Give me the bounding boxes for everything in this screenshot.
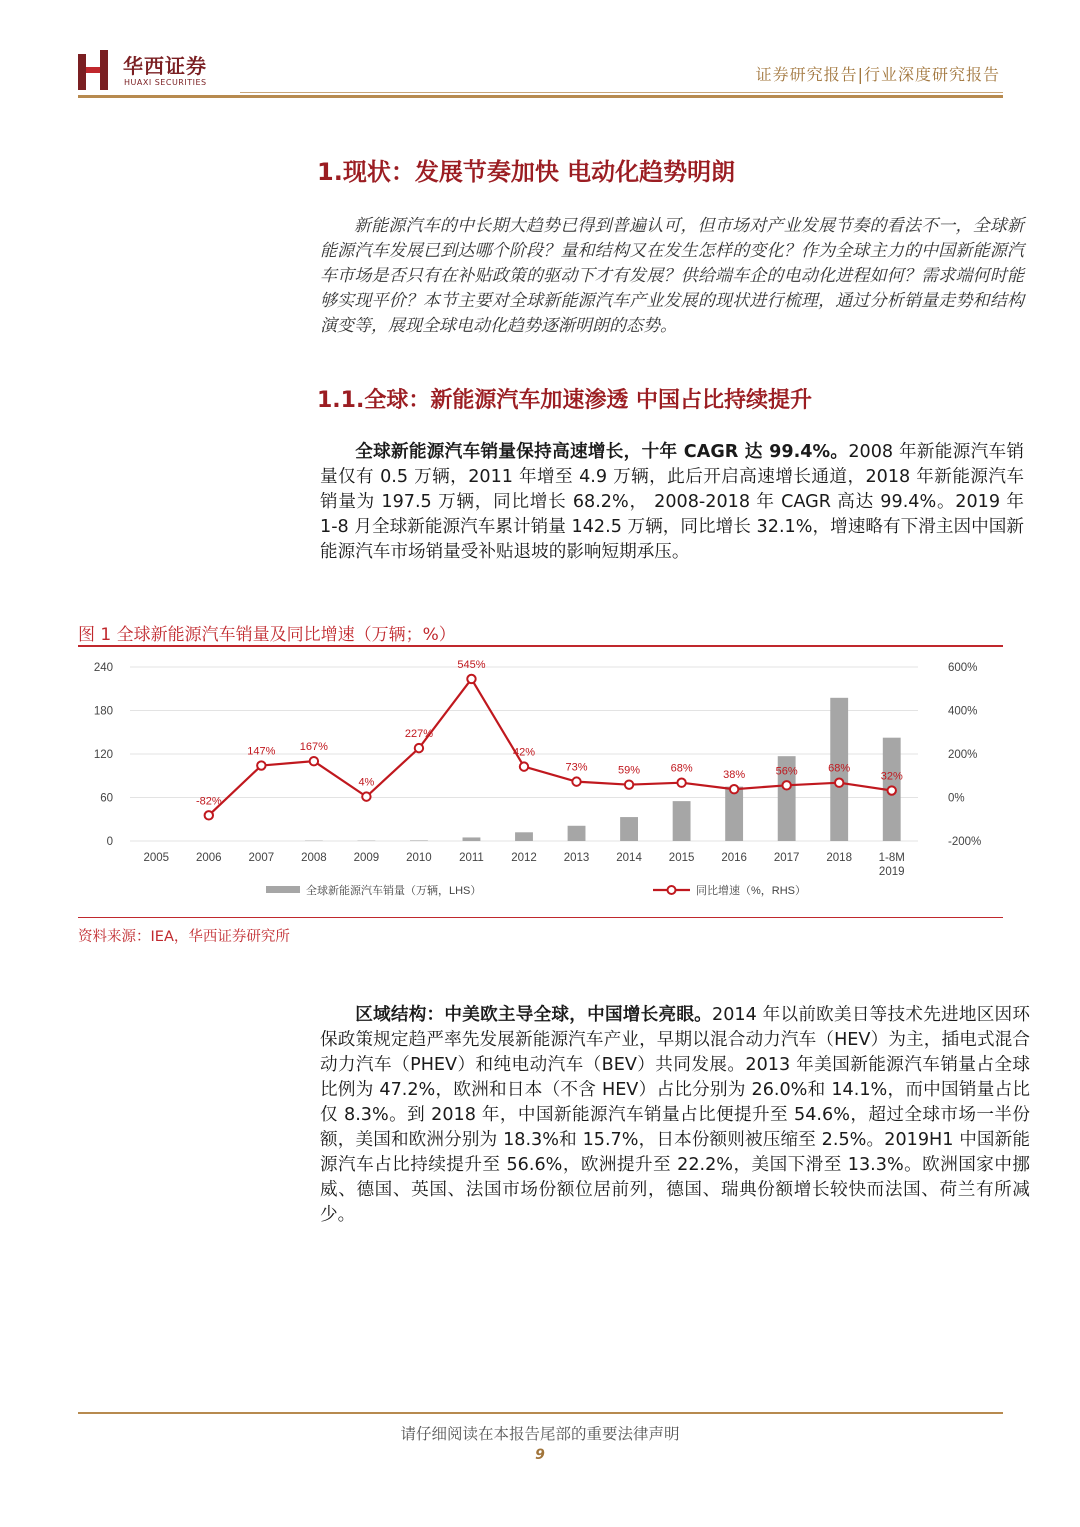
growth-data-label: 73% bbox=[565, 761, 588, 774]
regional-structure-lead: 区域结构：中美欧主导全球，中国增长亮眼。 bbox=[355, 1005, 713, 1025]
page-number: 9 bbox=[535, 1447, 545, 1463]
left-tick-label: 180 bbox=[93, 705, 113, 718]
growth-data-label: 42% bbox=[512, 746, 536, 759]
regional-structure-paragraph bbox=[320, 1003, 1030, 1228]
x-tick-label: 2008 bbox=[301, 852, 327, 864]
sales-bar bbox=[725, 787, 743, 841]
growth-data-label: 68% bbox=[828, 762, 851, 775]
x-tick-label: 2012 bbox=[511, 852, 537, 864]
right-tick-label: 600% bbox=[948, 662, 978, 674]
sales-bar bbox=[410, 840, 428, 841]
x-tick-label: 2019 bbox=[878, 866, 905, 878]
x-tick-label: 2005 bbox=[143, 852, 170, 864]
right-tick-label: -200% bbox=[948, 836, 982, 848]
growth-point bbox=[257, 761, 265, 769]
x-tick-label: 2006 bbox=[196, 852, 222, 864]
header-divider-thin bbox=[240, 92, 1003, 93]
growth-line bbox=[196, 659, 903, 820]
global-sales-body: 2008 年新能源汽车销量仅有 0.5 万辆，2011 年增至 4.9 万辆，此后开启高速增长通道，2018 年新能源汽车销量为 197.5 万辆，同比增长 68.2%， 2008-2018 年 CAGR 高达 99.4%。2019 年 1-8 月全球新能源汽车累计销量 142.5 万辆，同比增长 32.1%，增速略有下滑主因中国新能源汽车市场销量受补贴退坡的影响短期承压。 bbox=[320, 442, 1024, 562]
growth-data-label: 227% bbox=[404, 728, 434, 741]
x-tick-label: 2017 bbox=[773, 852, 800, 864]
x-tick-label: 2018 bbox=[826, 852, 852, 864]
x-tick-label: 2013 bbox=[563, 852, 590, 864]
sales-bar bbox=[463, 837, 481, 841]
x-tick-label: 2016 bbox=[721, 852, 747, 864]
growth-point bbox=[888, 786, 896, 794]
growth-point bbox=[520, 762, 528, 770]
growth-point bbox=[730, 785, 738, 793]
left-tick-label: 240 bbox=[93, 662, 113, 674]
sales-growth-chart bbox=[78, 648, 1003, 916]
growth-data-label: 545% bbox=[457, 658, 486, 671]
growth-point bbox=[310, 757, 318, 765]
legend-line-label: 同比增速（%，RHS） bbox=[696, 885, 807, 897]
left-tick-label: 0 bbox=[106, 836, 113, 848]
right-tick-label: 400% bbox=[948, 705, 978, 718]
intro-paragraph: 新能源汽车的中长期大趋势已得到普遍认可，但市场对产业发展节奏的看法不一，全球新能源汽车发展已到达哪个阶段？量和结构又在发生怎样的变化？作为全球主力的中国新能源汽车市场是否只有在补贴政策的驱动下才有发展？供给端车企的电动化进程如何？需求端何时能够实现平价？本节主要对全球新能源汽车产业发展的现状进行梳理，通过分析销量走势和结构演变等，展现全球电动化趋势逐渐明朗的态势。 bbox=[320, 216, 1024, 336]
brand-name-cn: 华西证券 bbox=[123, 54, 207, 78]
growth-data-label: 68% bbox=[670, 762, 693, 775]
left-tick-label: 60 bbox=[100, 792, 113, 805]
right-tick-label: 200% bbox=[948, 749, 978, 761]
regional-structure-body: 2014 年以前欧美日等技术先进地区因环保政策规定趋严率先发展新能源汽车产业，早期以混合动力汽车（HEV）为主，插电式混合动力汽车（PHEV）和纯电动汽车（BEV）共同发展。2013 年美国新能源汽车销量占全球比例为 47.2%，欧洲和日本（不含 HEV）占比分别为 26.0%和 14.1%，而中国销量占比仅 8.3%。到 2018 年，中国新能源汽车销量占比便提升至 54.6%，超过全球市场一半份额，美国和欧洲分别为 18.3%和 15.7%，日本份额则被压缩至 2.5%。2019H1 中国新能源汽车占比持续提升至 56.6%，欧洲提升至 22.2%，美国下滑至 13.3%。欧洲国家中挪威、德国、英国、法国市场份额位居前列，德国、瑞典份额增长较快而法国、荷兰有所减少。 bbox=[320, 1005, 1030, 1225]
x-tick-label: 2015 bbox=[668, 852, 695, 864]
huaxi-logo-icon bbox=[78, 50, 110, 90]
growth-data-label: 32% bbox=[880, 770, 903, 783]
growth-data-label: 56% bbox=[775, 765, 798, 778]
growth-data-label: 59% bbox=[618, 764, 641, 777]
header-divider bbox=[78, 95, 1003, 98]
x-tick-label: 2010 bbox=[406, 852, 432, 864]
legend-bar-label: 全球新能源汽车销量（万辆，LHS） bbox=[306, 885, 482, 897]
figure-bottom-divider bbox=[78, 917, 1003, 918]
chart-legend bbox=[266, 883, 806, 897]
sales-bar bbox=[515, 832, 533, 841]
x-tick-label: 2011 bbox=[459, 852, 484, 864]
left-tick-label: 120 bbox=[93, 749, 113, 761]
growth-data-label: 167% bbox=[299, 741, 328, 754]
sales-bar bbox=[568, 826, 586, 841]
figure-caption: 图 1 全球新能源汽车销量及同比增速（万辆；%） bbox=[78, 625, 456, 645]
section-title: 1.现状：发展节奏加快 电动化趋势明朗 bbox=[317, 158, 736, 186]
global-sales-paragraph bbox=[320, 440, 1024, 565]
growth-data-label: 4% bbox=[358, 776, 375, 789]
figure-top-divider bbox=[78, 645, 1003, 647]
x-tick-label: 1-8M bbox=[878, 852, 905, 864]
figure-source-note: 资料来源：IEA，华西证券研究所 bbox=[78, 929, 290, 945]
x-tick-label: 2007 bbox=[248, 852, 275, 864]
x-axis bbox=[143, 852, 904, 878]
growth-data-label: 38% bbox=[723, 769, 746, 782]
right-tick-label: 0% bbox=[948, 792, 965, 805]
growth-point bbox=[415, 744, 423, 752]
growth-data-label: -82% bbox=[195, 795, 222, 808]
sales-bar bbox=[673, 801, 691, 841]
growth-point bbox=[572, 777, 580, 785]
subsection-title: 1.1.全球：新能源汽车加速渗透 中国占比持续提升 bbox=[317, 388, 812, 413]
footer-divider bbox=[78, 1412, 1003, 1414]
brand-name-en: HUAXI SECURITIES bbox=[124, 78, 207, 87]
growth-point bbox=[835, 779, 843, 787]
left-axis bbox=[94, 662, 113, 848]
legend-bar-swatch bbox=[266, 886, 300, 893]
legal-notice: 请仔细阅读在本报告尾部的重要法律声明 bbox=[400, 1425, 680, 1443]
x-tick-label: 2014 bbox=[616, 852, 642, 864]
growth-data-label: 147% bbox=[247, 745, 276, 758]
global-sales-lead: 全球新能源汽车销量保持高速增长，十年 CAGR 达 99.4%。 bbox=[355, 442, 849, 462]
growth-point bbox=[782, 781, 790, 789]
right-axis bbox=[948, 662, 981, 848]
legend-line-marker bbox=[668, 886, 676, 894]
growth-point bbox=[362, 792, 370, 800]
report-type-label: 证券研究报告|行业深度研究报告 bbox=[755, 65, 1000, 84]
x-tick-label: 2009 bbox=[353, 852, 380, 864]
growth-point bbox=[625, 780, 633, 788]
growth-point bbox=[467, 675, 475, 683]
growth-point bbox=[205, 811, 213, 819]
sales-bar bbox=[620, 817, 638, 841]
growth-point bbox=[677, 779, 685, 787]
